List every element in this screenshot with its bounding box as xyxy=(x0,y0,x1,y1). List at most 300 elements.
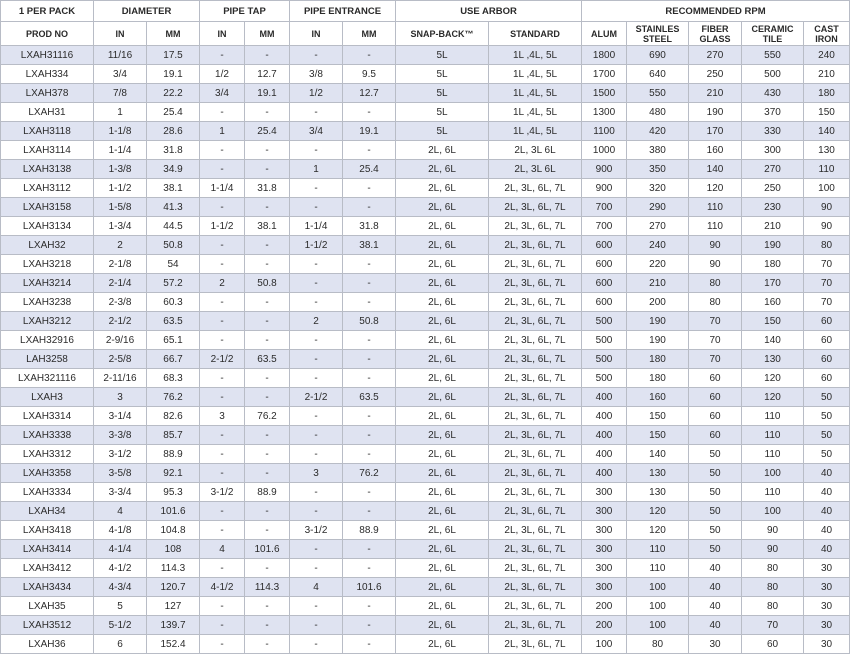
table-cell: LAH3258 xyxy=(1,350,94,369)
table-cell: - xyxy=(343,141,396,160)
table-cell: 2L, 3L, 6L, 7L xyxy=(489,407,582,426)
table-cell: 2L, 6L xyxy=(396,445,489,464)
table-cell: - xyxy=(245,160,290,179)
table-cell: - xyxy=(245,635,290,654)
group-header-pipe-entrance: PIPE ENTRANCE xyxy=(290,1,396,22)
table-cell: 108 xyxy=(147,540,200,559)
table-cell: - xyxy=(245,445,290,464)
table-cell: LXAH3434 xyxy=(1,578,94,597)
table-cell: - xyxy=(343,350,396,369)
table-cell: 95.3 xyxy=(147,483,200,502)
table-cell: - xyxy=(245,293,290,312)
table-cell: 1-1/2 xyxy=(200,217,245,236)
table-cell: 150 xyxy=(627,426,689,445)
table-row xyxy=(1,502,850,521)
table-cell: LXAH3134 xyxy=(1,217,94,236)
table-cell: 500 xyxy=(582,369,627,388)
table-cell: 40 xyxy=(689,616,742,635)
table-cell: 100 xyxy=(627,578,689,597)
table-cell: 40 xyxy=(804,483,850,502)
table-cell: 110 xyxy=(627,559,689,578)
table-cell: 2L, 6L xyxy=(396,369,489,388)
table-cell: 1000 xyxy=(582,141,627,160)
table-cell: 5L xyxy=(396,65,489,84)
table-row xyxy=(1,559,850,578)
table-cell: 230 xyxy=(742,198,804,217)
table-cell: - xyxy=(200,597,245,616)
table-cell: 190 xyxy=(627,331,689,350)
table-cell: LXAH3238 xyxy=(1,293,94,312)
table-cell: 139.7 xyxy=(147,616,200,635)
table-cell: 270 xyxy=(627,217,689,236)
table-cell: 3 xyxy=(290,464,343,483)
table-cell: LXAH3114 xyxy=(1,141,94,160)
column-header-pipe-tap-mm: MM xyxy=(245,22,290,46)
table-cell: 50 xyxy=(689,521,742,540)
table-cell: - xyxy=(245,464,290,483)
table-cell: 5L xyxy=(396,122,489,141)
table-cell: - xyxy=(245,255,290,274)
table-cell: 70 xyxy=(804,274,850,293)
table-cell: 38.1 xyxy=(245,217,290,236)
table-cell: 50 xyxy=(689,464,742,483)
table-cell: 82.6 xyxy=(147,407,200,426)
table-cell: - xyxy=(290,426,343,445)
table-cell: 130 xyxy=(627,483,689,502)
table-cell: - xyxy=(200,103,245,122)
table-cell: 30 xyxy=(804,616,850,635)
table-cell: - xyxy=(343,46,396,65)
table-row xyxy=(1,46,850,65)
table-cell: 700 xyxy=(582,198,627,217)
table-cell: 2L, 6L xyxy=(396,274,489,293)
table-cell: LXAH35 xyxy=(1,597,94,616)
table-cell: 190 xyxy=(742,236,804,255)
table-cell: 50 xyxy=(689,445,742,464)
table-cell: LXAH3314 xyxy=(1,407,94,426)
table-cell: - xyxy=(245,103,290,122)
table-cell: - xyxy=(245,331,290,350)
table-cell: - xyxy=(245,521,290,540)
table-cell: 330 xyxy=(742,122,804,141)
column-header-pipe-tap-in: IN xyxy=(200,22,245,46)
table-cell: 220 xyxy=(627,255,689,274)
table-row xyxy=(1,103,850,122)
table-cell: 110 xyxy=(689,217,742,236)
table-cell: 70 xyxy=(689,350,742,369)
table-row xyxy=(1,255,850,274)
table-cell: 63.5 xyxy=(245,350,290,369)
table-cell: 110 xyxy=(689,198,742,217)
table-cell: 420 xyxy=(627,122,689,141)
table-cell: 2L, 6L xyxy=(396,236,489,255)
table-cell: 2L, 6L xyxy=(396,426,489,445)
table-cell: 3/8 xyxy=(290,65,343,84)
table-cell: 210 xyxy=(742,217,804,236)
table-cell: 210 xyxy=(689,84,742,103)
table-cell: 190 xyxy=(689,103,742,122)
table-cell: LXAH3412 xyxy=(1,559,94,578)
table-cell: 1-1/2 xyxy=(290,236,343,255)
table-cell: 60 xyxy=(689,407,742,426)
table-cell: 50.8 xyxy=(343,312,396,331)
table-cell: 41.3 xyxy=(147,198,200,217)
table-cell: 44.5 xyxy=(147,217,200,236)
table-cell: 76.2 xyxy=(245,407,290,426)
table-cell: 1-3/4 xyxy=(94,217,147,236)
table-row xyxy=(1,350,850,369)
table-cell: 60 xyxy=(689,369,742,388)
table-cell: 120.7 xyxy=(147,578,200,597)
table-cell: 600 xyxy=(582,274,627,293)
table-cell: 5-1/2 xyxy=(94,616,147,635)
table-cell: 88.9 xyxy=(343,521,396,540)
table-cell: 50 xyxy=(689,502,742,521)
table-cell: 1 xyxy=(200,122,245,141)
table-cell: 1-3/8 xyxy=(94,160,147,179)
table-cell: 2L, 3L, 6L, 7L xyxy=(489,312,582,331)
table-cell: 2L, 6L xyxy=(396,331,489,350)
table-row xyxy=(1,464,850,483)
group-header-pack: 1 PER PACK xyxy=(1,1,94,22)
table-cell: 250 xyxy=(689,65,742,84)
table-cell: 2L, 6L xyxy=(396,407,489,426)
table-cell: 2-9/16 xyxy=(94,331,147,350)
table-cell: - xyxy=(343,274,396,293)
table-cell: 2L, 6L xyxy=(396,312,489,331)
table-cell: - xyxy=(343,597,396,616)
table-cell: 4-1/2 xyxy=(200,578,245,597)
table-cell: 120 xyxy=(627,521,689,540)
table-row xyxy=(1,388,850,407)
group-header-use-arbor: USE ARBOR xyxy=(396,1,582,22)
table-cell: - xyxy=(290,445,343,464)
table-cell: 150 xyxy=(627,407,689,426)
table-cell: 320 xyxy=(627,179,689,198)
table-cell: 30 xyxy=(804,578,850,597)
table-cell: - xyxy=(290,369,343,388)
table-cell: 30 xyxy=(804,559,850,578)
table-cell: 2L, 6L xyxy=(396,521,489,540)
table-cell: 63.5 xyxy=(343,388,396,407)
table-cell: 300 xyxy=(582,483,627,502)
group-header-recommended-rpm: RECOMMENDED RPM xyxy=(582,1,850,22)
table-cell: 2L, 3L, 6L, 7L xyxy=(489,331,582,350)
table-cell: 1L ,4L, 5L xyxy=(489,65,582,84)
table-cell: 2L, 6L xyxy=(396,350,489,369)
table-cell: LXAH3158 xyxy=(1,198,94,217)
table-cell: 70 xyxy=(689,312,742,331)
table-cell: 92.1 xyxy=(147,464,200,483)
column-header-fiber-glass: FIBER GLASS xyxy=(689,22,742,46)
table-cell: 2 xyxy=(290,312,343,331)
table-cell: 11/16 xyxy=(94,46,147,65)
table-cell: LXAH3312 xyxy=(1,445,94,464)
table-cell: 1700 xyxy=(582,65,627,84)
table-cell: 3-3/8 xyxy=(94,426,147,445)
table-cell: - xyxy=(200,426,245,445)
table-cell: 2L, 6L xyxy=(396,198,489,217)
table-cell: 120 xyxy=(742,369,804,388)
table-cell: 2L, 3L, 6L, 7L xyxy=(489,635,582,654)
table-cell: 2L, 6L xyxy=(396,597,489,616)
table-cell: - xyxy=(343,293,396,312)
table-cell: - xyxy=(200,388,245,407)
table-cell: 1-1/2 xyxy=(94,179,147,198)
table-cell: 2L, 6L xyxy=(396,559,489,578)
table-cell: 3-1/4 xyxy=(94,407,147,426)
table-cell: 54 xyxy=(147,255,200,274)
table-cell: 2L, 3L, 6L, 7L xyxy=(489,388,582,407)
table-cell: 5L xyxy=(396,103,489,122)
table-cell: 300 xyxy=(742,141,804,160)
table-cell: 31.8 xyxy=(245,179,290,198)
table-cell: 4 xyxy=(290,578,343,597)
table-cell: 2L, 6L xyxy=(396,160,489,179)
table-cell: 90 xyxy=(689,236,742,255)
table-cell: - xyxy=(290,331,343,350)
table-cell: 300 xyxy=(582,540,627,559)
table-cell: 2L, 6L xyxy=(396,141,489,160)
table-cell: 88.9 xyxy=(147,445,200,464)
table-cell: 2-1/2 xyxy=(94,312,147,331)
table-cell: 100 xyxy=(804,179,850,198)
column-header-diameter-mm: MM xyxy=(147,22,200,46)
table-cell: 101.6 xyxy=(147,502,200,521)
table-cell: 140 xyxy=(742,331,804,350)
table-cell: - xyxy=(290,559,343,578)
column-header-row xyxy=(1,22,850,46)
table-cell: 2L, 3L, 6L, 7L xyxy=(489,521,582,540)
table-cell: 25.4 xyxy=(343,160,396,179)
table-cell: 30 xyxy=(804,635,850,654)
table-cell: 130 xyxy=(804,141,850,160)
table-cell: 60 xyxy=(804,331,850,350)
table-cell: 130 xyxy=(627,464,689,483)
table-cell: 2L, 6L xyxy=(396,293,489,312)
table-cell: 400 xyxy=(582,445,627,464)
table-row xyxy=(1,540,850,559)
table-cell: LXAH3 xyxy=(1,388,94,407)
table-cell: 70 xyxy=(804,255,850,274)
table-cell: 50.8 xyxy=(245,274,290,293)
table-cell: 80 xyxy=(742,597,804,616)
table-cell: 100 xyxy=(627,597,689,616)
table-cell: 114.3 xyxy=(147,559,200,578)
table-cell: 600 xyxy=(582,255,627,274)
table-cell: 2L, 3L, 6L, 7L xyxy=(489,597,582,616)
group-header-row xyxy=(1,1,850,22)
table-cell: 1-1/4 xyxy=(200,179,245,198)
table-row xyxy=(1,198,850,217)
table-cell: 3 xyxy=(200,407,245,426)
table-cell: 130 xyxy=(742,350,804,369)
table-cell: 2L, 6L xyxy=(396,255,489,274)
table-cell: 80 xyxy=(689,293,742,312)
column-header-ceramic-tile: CERAMIC TILE xyxy=(742,22,804,46)
table-cell: - xyxy=(290,597,343,616)
table-cell: - xyxy=(343,179,396,198)
table-body xyxy=(1,46,850,654)
table-cell: 90 xyxy=(689,255,742,274)
table-cell: 4 xyxy=(200,540,245,559)
table-cell: 2L, 3L, 6L, 7L xyxy=(489,217,582,236)
table-cell: LXAH3414 xyxy=(1,540,94,559)
table-cell: 65.1 xyxy=(147,331,200,350)
table-cell: 270 xyxy=(742,160,804,179)
table-cell: 2-11/16 xyxy=(94,369,147,388)
table-cell: - xyxy=(245,388,290,407)
table-cell: 160 xyxy=(627,388,689,407)
table-cell: 70 xyxy=(689,331,742,350)
table-cell: LXAH3118 xyxy=(1,122,94,141)
table-cell: 210 xyxy=(804,65,850,84)
table-row xyxy=(1,426,850,445)
table-cell: 76.2 xyxy=(343,464,396,483)
table-cell: - xyxy=(245,502,290,521)
table-cell: - xyxy=(200,198,245,217)
table-row xyxy=(1,578,850,597)
table-cell: 1 xyxy=(94,103,147,122)
table-cell: 22.2 xyxy=(147,84,200,103)
table-cell: - xyxy=(290,255,343,274)
table-cell: 2L, 6L xyxy=(396,502,489,521)
table-cell: - xyxy=(290,616,343,635)
table-cell: LXAH32916 xyxy=(1,331,94,350)
table-cell: 100 xyxy=(742,464,804,483)
table-cell: 12.7 xyxy=(245,65,290,84)
table-row xyxy=(1,445,850,464)
table-cell: - xyxy=(343,445,396,464)
table-cell: 50 xyxy=(804,426,850,445)
table-cell: 25.4 xyxy=(245,122,290,141)
table-cell: 80 xyxy=(627,635,689,654)
table-cell: 2-5/8 xyxy=(94,350,147,369)
table-cell: 2L, 3L, 6L, 7L xyxy=(489,369,582,388)
table-cell: 40 xyxy=(804,464,850,483)
table-cell: 170 xyxy=(742,274,804,293)
table-row xyxy=(1,597,850,616)
table-cell: 104.8 xyxy=(147,521,200,540)
table-cell: 40 xyxy=(804,521,850,540)
table-cell: 90 xyxy=(804,198,850,217)
table-cell: 80 xyxy=(804,236,850,255)
table-cell: - xyxy=(200,236,245,255)
table-cell: 1/2 xyxy=(200,65,245,84)
table-cell: - xyxy=(245,198,290,217)
table-cell: 1500 xyxy=(582,84,627,103)
table-row xyxy=(1,407,850,426)
table-cell: 3-1/2 xyxy=(94,445,147,464)
table-cell: 2L, 6L xyxy=(396,179,489,198)
table-cell: - xyxy=(290,103,343,122)
table-cell: - xyxy=(245,312,290,331)
table-cell: 2L, 6L xyxy=(396,635,489,654)
table-cell: - xyxy=(245,236,290,255)
table-cell: 430 xyxy=(742,84,804,103)
table-cell: - xyxy=(290,179,343,198)
table-cell: 101.6 xyxy=(245,540,290,559)
table-cell: 5L xyxy=(396,84,489,103)
table-cell: 3-1/2 xyxy=(290,521,343,540)
table-cell: - xyxy=(290,540,343,559)
table-cell: 480 xyxy=(627,103,689,122)
table-cell: - xyxy=(200,502,245,521)
table-cell: 2L, 6L xyxy=(396,616,489,635)
table-cell: 160 xyxy=(742,293,804,312)
table-cell: 4-1/2 xyxy=(94,559,147,578)
group-header-pipe-tap: PIPE TAP xyxy=(200,1,290,22)
table-cell: LXAH321116 xyxy=(1,369,94,388)
table-row xyxy=(1,274,850,293)
table-row xyxy=(1,179,850,198)
table-cell: - xyxy=(290,635,343,654)
table-cell: - xyxy=(245,46,290,65)
table-cell: 85.7 xyxy=(147,426,200,445)
table-cell: 150 xyxy=(804,103,850,122)
table-cell: 700 xyxy=(582,217,627,236)
table-cell: 4-3/4 xyxy=(94,578,147,597)
table-cell: 100 xyxy=(627,616,689,635)
table-cell: 2L, 3L, 6L, 7L xyxy=(489,426,582,445)
table-row xyxy=(1,616,850,635)
table-cell: 100 xyxy=(742,502,804,521)
table-cell: 2L, 3L, 6L, 7L xyxy=(489,483,582,502)
table-cell: 60 xyxy=(689,388,742,407)
table-cell: 400 xyxy=(582,426,627,445)
table-cell: - xyxy=(290,350,343,369)
table-cell: 60 xyxy=(804,350,850,369)
table-cell: 110 xyxy=(742,483,804,502)
table-cell: - xyxy=(343,502,396,521)
table-cell: 2L, 6L xyxy=(396,388,489,407)
table-row xyxy=(1,84,850,103)
table-cell: - xyxy=(343,255,396,274)
table-cell: 690 xyxy=(627,46,689,65)
table-cell: 1800 xyxy=(582,46,627,65)
table-row xyxy=(1,122,850,141)
table-cell: 2-1/2 xyxy=(290,388,343,407)
table-cell: 50.8 xyxy=(147,236,200,255)
table-cell: 114.3 xyxy=(245,578,290,597)
table-cell: 350 xyxy=(627,160,689,179)
table-cell: 30 xyxy=(689,635,742,654)
table-cell: LXAH31 xyxy=(1,103,94,122)
table-cell: - xyxy=(245,141,290,160)
table-cell: 2-1/8 xyxy=(94,255,147,274)
table-cell: 2L, 3L, 6L, 7L xyxy=(489,236,582,255)
table-cell: 40 xyxy=(689,559,742,578)
table-cell: 1L ,4L, 5L xyxy=(489,103,582,122)
table-cell: 300 xyxy=(582,559,627,578)
table-cell: 1L ,4L, 5L xyxy=(489,46,582,65)
table-cell: 80 xyxy=(689,274,742,293)
table-cell: - xyxy=(200,635,245,654)
table-cell: LXAH3212 xyxy=(1,312,94,331)
table-cell: 60 xyxy=(804,312,850,331)
table-cell: 80 xyxy=(742,578,804,597)
table-cell: 400 xyxy=(582,388,627,407)
table-cell: 2L, 6L xyxy=(396,464,489,483)
column-header-snap-back: SNAP-BACK™ xyxy=(396,22,489,46)
table-cell: 2L, 3L, 6L, 7L xyxy=(489,540,582,559)
table-cell: - xyxy=(200,46,245,65)
table-cell: 50 xyxy=(804,388,850,407)
table-cell: 2L, 3L 6L xyxy=(489,141,582,160)
table-cell: - xyxy=(343,616,396,635)
table-cell: 1-1/4 xyxy=(94,141,147,160)
table-cell: LXAH34 xyxy=(1,502,94,521)
